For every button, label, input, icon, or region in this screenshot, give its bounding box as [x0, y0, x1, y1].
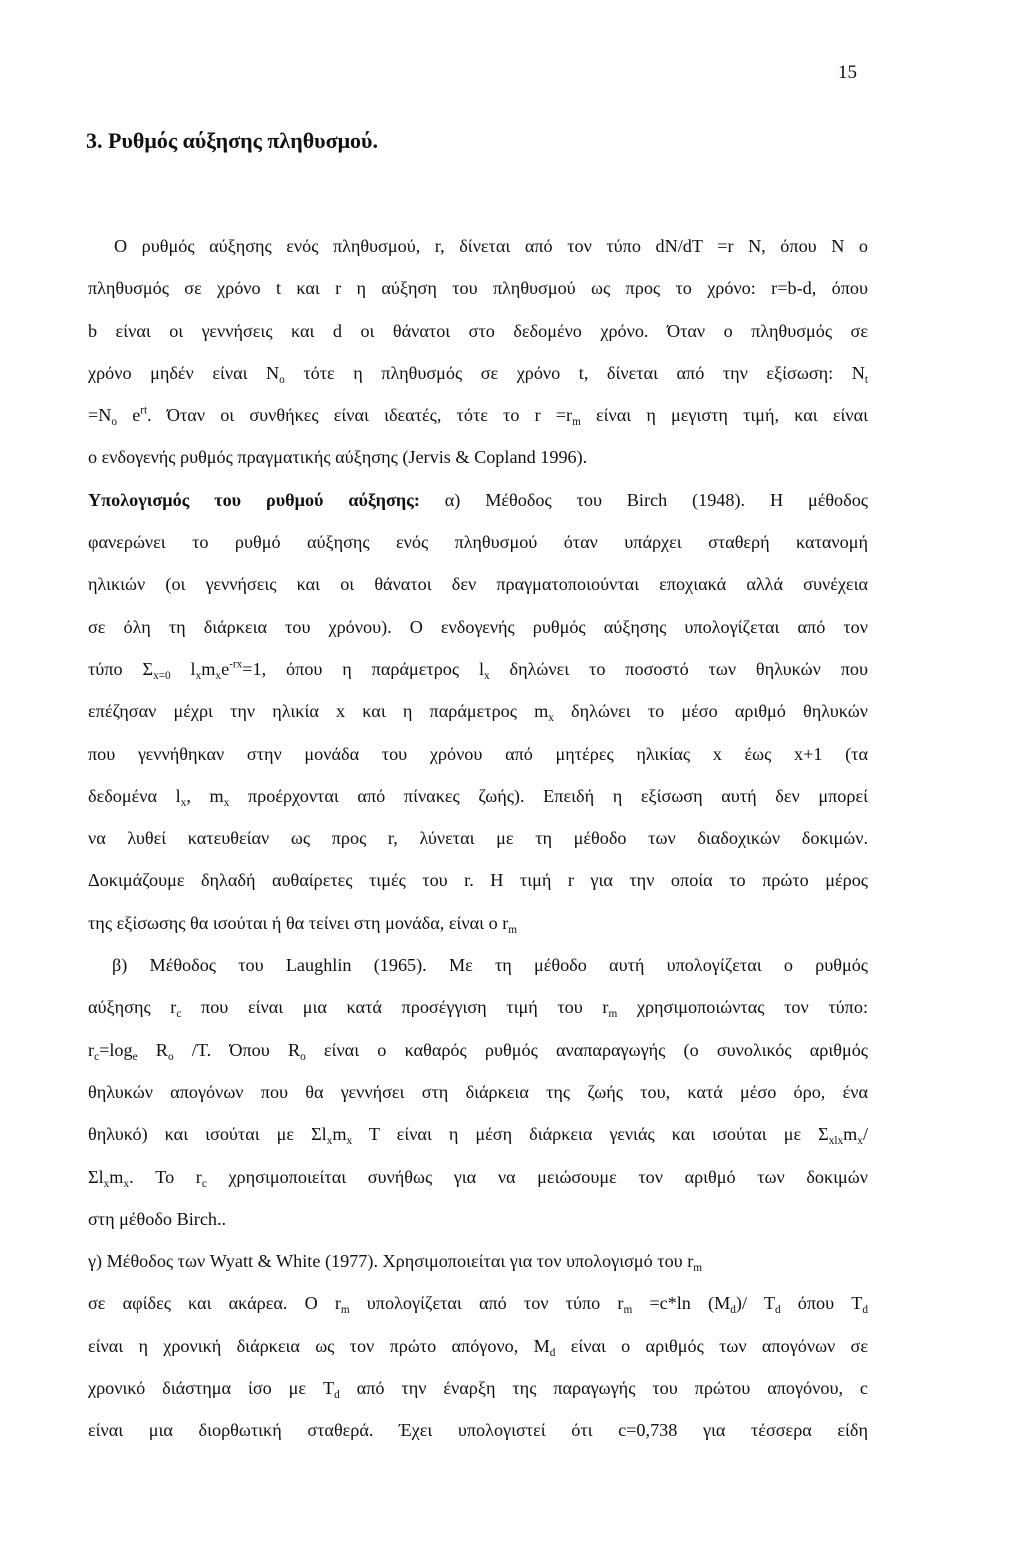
text-line: είναι μια διορθωτική σταθερά. Έχει υπολογιστεί ότι c=0,738 για τέσσερα είδη — [88, 1420, 868, 1441]
text-line: επέζησαν μέχρι την ηλικία x και η παράμετρος $m_x$ δηλώνει το μέσο αριθμό θηλυκών — [88, 701, 868, 725]
section-title: 3. Ρυθμός αύξησης πληθυσμού. — [86, 128, 378, 153]
body-text — [88, 225, 868, 1452]
text-line: γ) Μέθοδος των Wyatt & White (1977). Χρησιμοποιείται για τον υπολογισμό του $r_m$ — [88, 1251, 703, 1275]
text-line: $r_c=\log_e$ $R_o$ /T. Όπου $R_o$ είναι ο καθαρός ρυθμός αναπαραγωγής (ο συνολικός αριθμός — [88, 1039, 868, 1063]
text-line: είναι η χρονική διάρκεια ως τον πρώτο απόγονο, $M_d$ είναι ο αριθμός των απογόνων σε — [88, 1335, 868, 1359]
text-line: σε όλη τη διάρκεια του χρόνου). Ο ενδογενής ρυθμός αύξησης υπολογίζεται από τον — [88, 616, 868, 637]
text-line: αύξησης $r_c$ που είναι μια κατά προσέγγιση τιμή του $r_m$ χρησιμοποιώντας τον τύπο: — [88, 997, 869, 1021]
text-line: που γεννήθηκαν στην μονάδα του χρόνου από μητέρες ηλικίας x έως x+1 (τα — [88, 743, 868, 764]
text-line: να λυθεί κατευθείαν ως προς r, λύνεται με τη μέθοδο των διαδοχικών δοκιμών. — [88, 828, 868, 849]
text-line: Υπολογισμός του ρυθμού αύξησης: α) Μέθοδος του Birch (1948). Η μέθοδος — [88, 489, 868, 510]
text-line: πληθυσμός σε χρόνο t και r η αύξηση του πληθυσμού ως προς το χρόνο: r=b-d, όπου — [88, 278, 868, 299]
subsection-heading: Υπολογισμός του ρυθμού αύξησης: — [88, 489, 420, 510]
text-line: χρονικό διάστημα ίσο με $T_d$ από την έναρξη της παραγωγής του πρώτου απογόνου, c — [88, 1378, 869, 1401]
text-line: χρόνο μηδέν είναι $N_o$ τότε η πληθυσμός σε χρόνο t, δίνεται από την εξίσωση: $N_t$ — [88, 362, 868, 386]
page-number: 15 — [838, 62, 857, 83]
text-line: Ο ρυθμός αύξησης ενός πληθυσμού, r, δίνεται από τον τύπο dN/dT =r N, όπου N ο — [114, 236, 868, 256]
text-line: θηλυκών απογόνων που θα γεννήσει στη διάρκεια της ζωής του, κατά μέσο όρο, ένα — [88, 1081, 868, 1102]
text-line: β) Μέθοδος του Laughlin (1965). Με τη μέθοδο αυτή υπολογίζεται ο ρυθμός — [112, 955, 868, 976]
text-line: τύπο $\Sigma_{x=0}$ $l_xm_xe^{-rx}=1$, όπου η παράμετρος $l_x$ δηλώνει το ποσοστό των θηλυκών που — [88, 658, 868, 682]
text-line: δεδομένα $l_x$, $m_x$ προέρχονται από πίνακες ζωής). Επειδή η εξίσωση αυτή δεν μπορεί — [88, 785, 868, 809]
text-line: στη μέθοδο Birch.. — [88, 1208, 227, 1229]
text-line: σε αφίδες και ακάρεα. Ο $r_m$ υπολογίζεται από τον τύπο $r_m =c*\ln$ $(M_d)/$ $T_d$ όπου $T_d$ — [88, 1293, 868, 1317]
text-line: της εξίσωσης θα ισούται ή θα τείνει στη μονάδα, είναι ο $r_m$ — [88, 912, 518, 936]
text-line: Δοκιμάζουμε δηλαδή αυθαίρετες τιμές του r. Η τιμή r για την οποία το πρώτο μέρος — [88, 870, 868, 891]
text-line: $=N_o$ $e^{rt}$. Όταν οι συνθήκες είναι ιδεατές, τότε το $r =r_m$ είναι η μεγιστη τιμή, και είναι — [88, 404, 868, 429]
text-line: b είναι οι γεννήσεις και d οι θάνατοι στο δεδομένο χρόνο. Όταν ο πληθυσμός σε — [88, 320, 868, 341]
text-line: ηλικιών (οι γεννήσεις και οι θάνατοι δεν πραγματοποιούνται εποχιακά αλλά συνέχεια — [88, 574, 868, 595]
text-line: θηλυκό) και ισούται με $\Sigma l_xm_x$ T είναι η μέση διάρκεια γενιάς και ισούται με $\Sigma_{xlx}m_x/$ — [88, 1124, 868, 1148]
text-line: φανερώνει το ρυθμό αύξησης ενός πληθυσμού όταν υπάρχει σταθερή κατανομή — [88, 532, 868, 553]
text-line: ο ενδογενής ρυθμός πραγματικής αύξησης (Jervis & Copland 1996). — [88, 447, 588, 468]
text-line: $\Sigma l_xm_x$. Το $r_c$ χρησιμοποιείται συνήθως για να μειώσουμε τον αριθμό των δοκιμών — [88, 1166, 869, 1190]
